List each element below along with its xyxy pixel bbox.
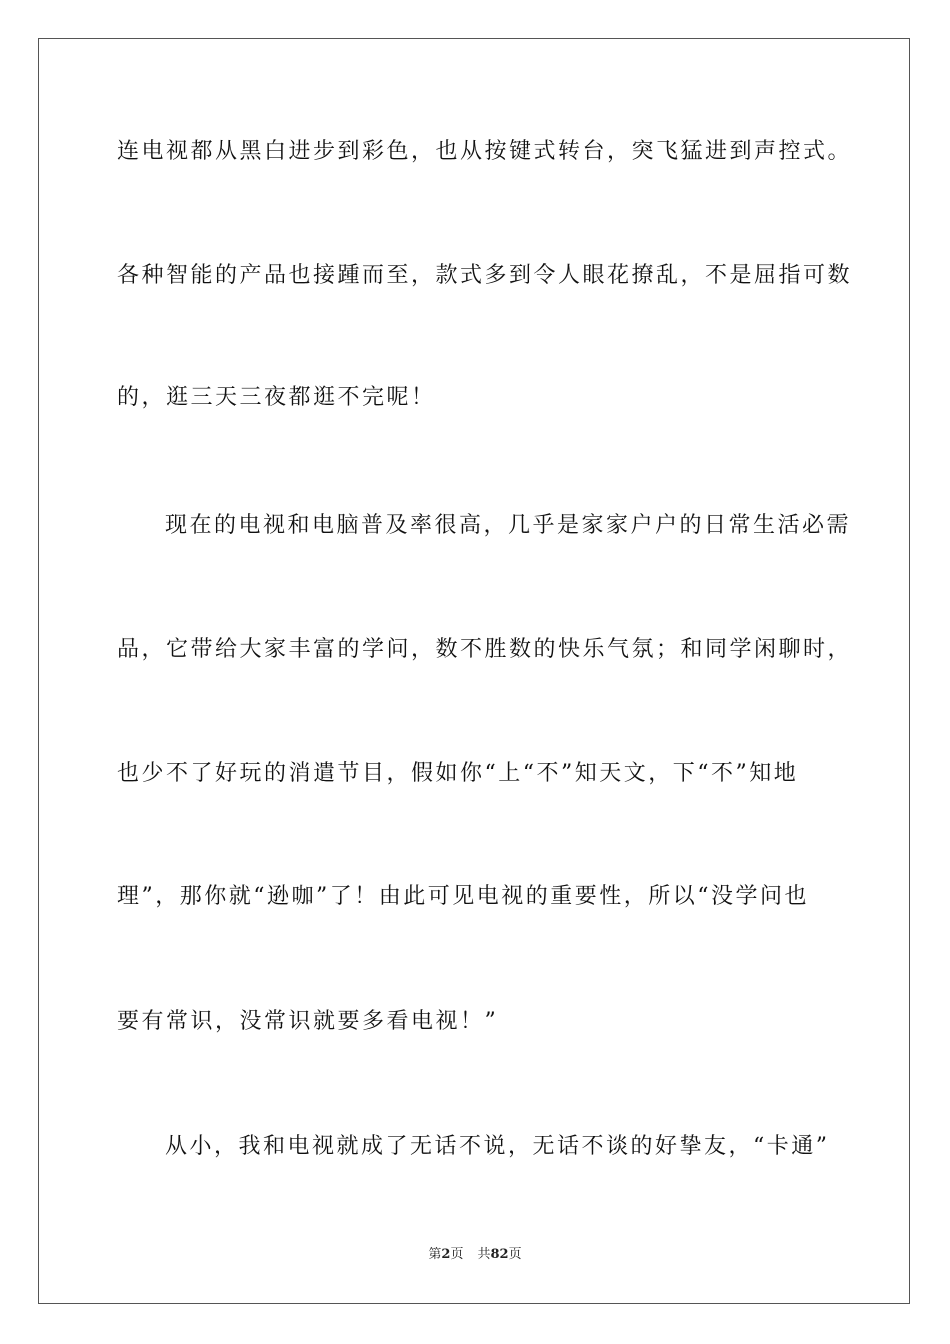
text-line-1: 连电视都从黑白进步到彩色，也从按键式转台，突飞猛进到声控式。 (117, 139, 853, 164)
current-page-number: 2 (441, 1247, 451, 1262)
total-suffix: 页 (508, 1247, 522, 1262)
total-prefix: 共 (477, 1247, 491, 1262)
text-line-6: 也少不了好玩的消遣节目，假如你“上“不”知天文，下“不”知地 (117, 761, 799, 786)
page-footer (0, 1246, 950, 1264)
text-line-8: 要有常识，没常识就要多看电视！” (117, 1009, 499, 1034)
text-line-3: 的，逛三天三夜都逛不完呢！ (117, 385, 436, 410)
page-prefix: 第 (428, 1247, 442, 1262)
total-page-number: 82 (490, 1247, 509, 1262)
text-line-5: 品，它带给大家丰富的学问，数不胜数的快乐气氛；和同学闲聊时， (117, 637, 853, 662)
text-line-4: 现在的电视和电脑普及率很高，几乎是家家户户的日常生活必需 (165, 513, 852, 538)
text-line-9: 从小，我和电视就成了无话不说，无话不谈的好挚友，“卡通” (165, 1134, 830, 1159)
text-line-2: 各种智能的产品也接踵而至，款式多到令人眼花撩乱，不是屈指可数 (117, 263, 853, 288)
text-line-7: 理”，那你就“逊咖”了！由此可见电视的重要性，所以“没学问也 (117, 884, 809, 909)
page-suffix: 页 (450, 1247, 464, 1262)
page-border (38, 38, 910, 1304)
